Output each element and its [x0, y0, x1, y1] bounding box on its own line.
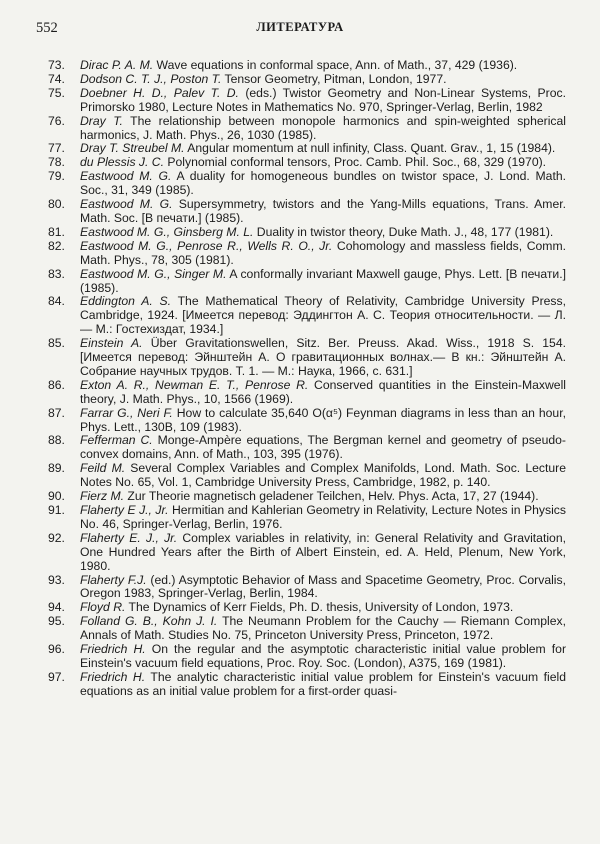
reference-number: 87.	[48, 405, 65, 420]
reference-number: 94.	[48, 600, 65, 615]
reference-number: 96.	[48, 642, 65, 657]
reference-item	[36, 407, 566, 435]
reference-number: 85.	[48, 336, 65, 351]
reference-item	[36, 240, 566, 268]
reference-text: Supersymmetry, twistors and the Yang-Mills equations, Trans. Amer. Math. Soc. [В печати.] (1985).	[80, 197, 567, 225]
reference-text: Tensor Geometry, Pitman, London, 1977.	[221, 71, 447, 86]
reference-number: 81.	[48, 224, 65, 239]
reference-authors: Friedrich H.	[80, 669, 146, 684]
reference-item	[36, 156, 566, 170]
reference-item	[36, 198, 566, 226]
reference-item	[36, 601, 566, 615]
reference-item	[36, 59, 566, 73]
reference-authors: Eddington A. S.	[80, 294, 172, 309]
reference-number: 86.	[48, 377, 65, 392]
reference-number: 83.	[48, 266, 65, 281]
reference-text: Hermitian and Kahlerian Geometry in Relativity, Lecture Notes in Physics No. 46, Springer-Verlag, Berlin, 1976.	[80, 503, 566, 531]
reference-text: How to calculate 35,640 O(α⁵) Feynman diagrams in less than an hour, Phys. Lett., 130B, 109 (1983).	[80, 405, 566, 434]
reference-authors: Eastwood M. G., Penrose R., Wells R. O., Jr.	[80, 238, 333, 253]
reference-authors: Friedrich H.	[80, 642, 146, 657]
reference-number: 79.	[48, 169, 65, 184]
reference-text: (ed.) Asymptotic Behavior of Mass and Spacetime Geometry, Proc. Corvalis, Oregon 1983, Springer-Verlag, Berlin, 1984.	[80, 572, 566, 601]
reference-item	[36, 73, 566, 87]
reference-text: Polynomial conformal tensors, Proc. Camb. Phil. Soc., 68, 329 (1970).	[164, 155, 547, 170]
reference-authors: Flaherty E. J., Jr.	[80, 530, 178, 545]
reference-item	[36, 226, 566, 240]
reference-number: 80.	[48, 197, 65, 212]
page-number: 552	[36, 20, 58, 36]
reference-number: 97.	[48, 669, 65, 684]
reference-number: 88.	[48, 433, 65, 448]
reference-number: 95.	[48, 614, 65, 629]
reference-authors: Floyd R.	[80, 600, 126, 615]
page-header	[36, 20, 564, 40]
reference-item	[36, 615, 566, 643]
reference-item	[36, 295, 566, 337]
reference-item	[36, 462, 566, 490]
reference-authors: Einstein A.	[80, 336, 143, 351]
reference-item	[36, 87, 566, 115]
reference-text: Monge-Ampère equations, The Bergman kernel and geometry of pseudo-convex domains, Ann. of Math., 103, 395 (1976).	[80, 433, 566, 462]
reference-authors: Exton A. R., Newman E. T., Penrose R.	[80, 377, 309, 392]
reference-authors: Dray T.	[80, 113, 123, 128]
reference-authors: Flaherty E J., Jr.	[80, 503, 169, 517]
reference-number: 77.	[48, 141, 65, 156]
reference-authors: Folland G. B., Kohn J. I.	[80, 614, 218, 629]
reference-text: Several Complex Variables and Complex Manifolds, Lond. Math. Soc. Lecture Notes No. 65, Vol. 1, Cambridge University Press, Cambridge, 1982, p. 140.	[80, 461, 567, 490]
reference-number: 82.	[48, 238, 65, 253]
reference-text: A conformally invariant Maxwell gauge, Phys. Lett. [В печати.] (1985).	[80, 266, 566, 295]
reference-authors: Farrar G., Neri F.	[80, 405, 173, 420]
reference-item	[36, 379, 566, 407]
reference-number: 91.	[48, 503, 65, 517]
reference-item	[36, 490, 566, 504]
reference-text: The analytic characteristic initial value problem for Einstein's vacuum field equations as an initial value problem for a first-order quasi-	[80, 669, 567, 698]
reference-authors: Dray T. Streubel M.	[80, 141, 185, 156]
reference-authors: Dodson C. T. J., Poston T.	[80, 71, 222, 86]
running-title: ЛИТЕРАТУРА	[256, 20, 344, 34]
reference-text: (eds.) Twistor Geometry and Non-Linear Systems, Proc. Primorsko 1980, Lecture Notes in Mathematics No. 970, Springer-Verlag, Berlin, 1982	[80, 85, 566, 114]
reference-authors: Flaherty F.J.	[80, 572, 147, 587]
reference-item	[36, 504, 566, 532]
reference-item	[36, 268, 566, 296]
reference-number: 73.	[48, 58, 65, 72]
reference-number: 84.	[48, 294, 65, 309]
reference-number: 78.	[48, 155, 65, 170]
reference-item	[36, 434, 566, 462]
reference-item	[36, 574, 566, 602]
reference-item	[36, 170, 566, 198]
reference-authors: Eastwood M. G., Ginsberg M. L.	[80, 224, 254, 239]
reference-authors: Doebner H. D., Palev T. D.	[80, 85, 239, 100]
reference-authors: Eastwood M. G.	[80, 169, 172, 184]
reference-authors: du Plessis J. C.	[80, 155, 164, 170]
reference-text: Cohomology and massless fields, Comm. Math. Phys., 78, 305 (1981).	[80, 238, 566, 267]
reference-authors: Fefferman C.	[80, 433, 153, 448]
reference-number: 90.	[48, 489, 65, 504]
reference-list	[36, 59, 566, 699]
reference-item	[36, 671, 566, 699]
reference-item	[36, 532, 566, 574]
reference-text: Duality in twistor theory, Duke Math. J., 48, 177 (1981).	[253, 224, 554, 239]
reference-text: Complex variables in relativity, in: General Relativity and Gravitation, One Hundred Years after the Birth of Albert Einstein, ed. A. Held, Plenum, New York, 1980.	[80, 530, 566, 573]
reference-text: The relationship between monopole harmonics and spin-weighted spherical harmonics, J. Math. Phys., 26, 1030 (1985).	[80, 113, 566, 142]
reference-authors: Dirac P. A. M.	[80, 58, 154, 72]
reference-number: 89.	[48, 461, 65, 476]
reference-text: Zur Theorie magnetisch geladener Teilchen, Helv. Phys. Acta, 17, 27 (1944).	[124, 489, 539, 504]
reference-text: Wave equations in conformal space, Ann. of Math., 37, 429 (1936).	[153, 58, 518, 72]
reference-item	[36, 643, 566, 671]
reference-authors: Eastwood M. G.	[80, 197, 173, 212]
reference-text: The Mathematical Theory of Relativity, Cambridge University Press, Cambridge, 1924. [Имеется перевод: Эддингтон А. С. Теория относительности. — Л. — М.: Гостехиздат, 1934.]	[80, 294, 566, 337]
reference-number: 74.	[48, 71, 65, 86]
reference-number: 92.	[48, 530, 65, 545]
reference-text: On the regular and the asymptotic characteristic initial value problem for Einstein's vacuum field equations, Proc. Roy. Soc. (London), A375, 169 (1981).	[80, 642, 566, 670]
reference-text: A duality for homogeneous bundles on twistor space, J. Lond. Math. Soc., 31, 349 (1985).	[80, 169, 567, 198]
reference-item	[36, 142, 566, 156]
reference-authors: Fierz M.	[80, 489, 125, 504]
reference-authors: Eastwood M. G., Singer M.	[80, 266, 227, 281]
reference-number: 75.	[48, 85, 65, 100]
reference-item	[36, 115, 566, 143]
reference-text: Conserved quantities in the Einstein-Maxwell theory, J. Math. Phys., 10, 1566 (1969).	[80, 377, 566, 406]
reference-text: Über Gravitationswellen, Sitz. Ber. Preuss. Akad. Wiss., 1918 S. 154. [Имеется перевод: Эйнштейн А. О гравитационных волнах.— В кн.: Эйнштейн А. Собрание научных трудов. Т. 1. — М.: Наука, 1966, с. 631.]	[80, 336, 566, 378]
reference-number: 76.	[48, 113, 65, 128]
reference-number: 93.	[48, 572, 65, 587]
reference-authors: Feild M.	[80, 461, 126, 476]
reference-text: The Dynamics of Kerr Fields, Ph. D. thesis, University of London, 1973.	[125, 600, 514, 615]
reference-item	[36, 337, 566, 379]
reference-text: Angular momentum at null infinity, Class. Quant. Grav., 1, 15 (1984).	[184, 141, 556, 156]
reference-text: The Neumann Problem for the Cauchy — Riemann Complex, Annals of Math. Studies No. 75, Princeton University Press, Princeton, 1972.	[80, 614, 567, 643]
